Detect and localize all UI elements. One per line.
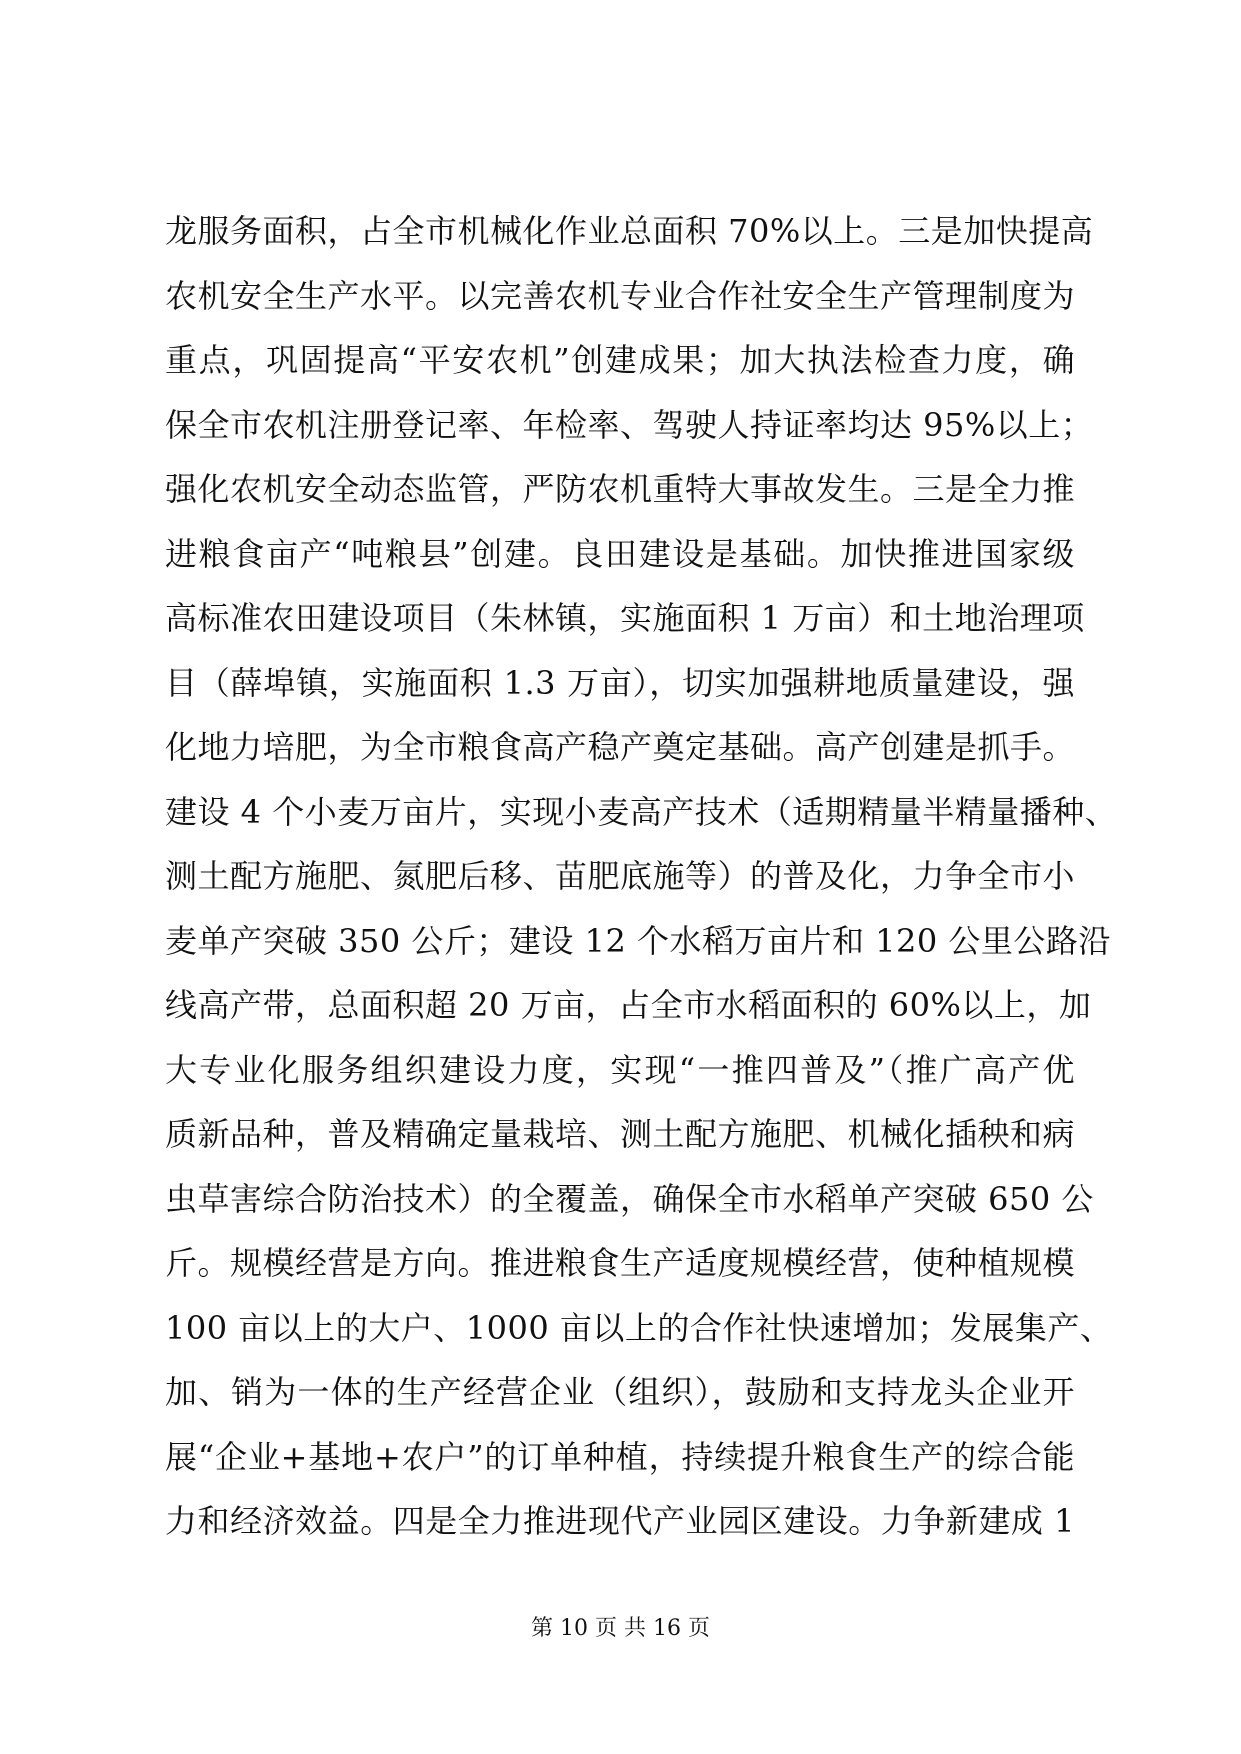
text-line: 测土配方施肥、氮肥后移、苗肥底施等）的普及化，力争全市小 <box>165 857 1076 895</box>
page-number-footer: 第 10 页 共 16 页 <box>531 1616 710 1641</box>
text-line: 100 亩以上的大户、1000 亩以上的合作社快速增加；发展集产、 <box>165 1308 1113 1347</box>
text-line: 农机安全生产水平。以完善农机专业合作社安全生产管理制度为 <box>165 276 1076 315</box>
text-line: 斤。规模经营是方向。推进粮食生产适度规模经营，使种植规模 <box>165 1244 1076 1282</box>
text-line: 龙服务面积，占全市机械化作业总面积 70%以上。三是加快提高 <box>165 212 1094 250</box>
text-line: 化地力培肥，为全市粮食高产稳产奠定基础。高产创建是抓手。 <box>165 728 1076 766</box>
text-line: 麦单产突破 350 公斤；建设 12 个水稻万亩片和 120 公里公路沿 <box>165 921 1111 960</box>
text-line: 力和经济效益。四是全力推进现代产业园区建设。力争新建成 1 <box>165 1502 1075 1540</box>
text-line: 进粮食亩产“吨粮县”创建。良田建设是基础。加快推进国家级 <box>165 534 1075 573</box>
text-line: 线高产带，总面积超 20 万亩，占全市水稻面积的 60%以上，加 <box>165 986 1092 1024</box>
text-line: 强化农机安全动态监管，严防农机重特大事故发生。三是全力推 <box>165 470 1076 508</box>
text-line: 质新品种，普及精确定量栽培、测土配方施肥、机械化插秧和病 <box>165 1115 1076 1153</box>
text-line: 大专业化服务组织建设力度，实现“一推四普及”（推广高产优 <box>165 1050 1075 1089</box>
text-line: 目（薛埠镇，实施面积 1.3 万亩），切实加强耕地质量建设，强 <box>165 663 1075 702</box>
text-line: 高标准农田建设项目（朱林镇，实施面积 1 万亩）和土地治理项 <box>165 599 1085 637</box>
text-line: 保全市农机注册登记率、年检率、驾驶人持证率均达 95%以上； <box>165 405 1094 444</box>
text-line: 展“企业+基地+农户”的订单种植，持续提升粮食生产的综合能 <box>165 1437 1075 1476</box>
text-line: 虫草害综合防治技术）的全覆盖，确保全市水稻单产突破 650 公 <box>165 1179 1094 1218</box>
text-line: 建设 4 个小麦万亩片，实现小麦高产技术（适期精量半精量播种、 <box>165 792 1118 831</box>
text-line: 重点，巩固提高“平安农机”创建成果；加大执法检查力度，确 <box>165 341 1075 379</box>
text-line: 加、销为一体的生产经营企业（组织），鼓励和支持龙头企业开 <box>165 1373 1075 1411</box>
body-paragraph <box>165 199 1118 1554</box>
